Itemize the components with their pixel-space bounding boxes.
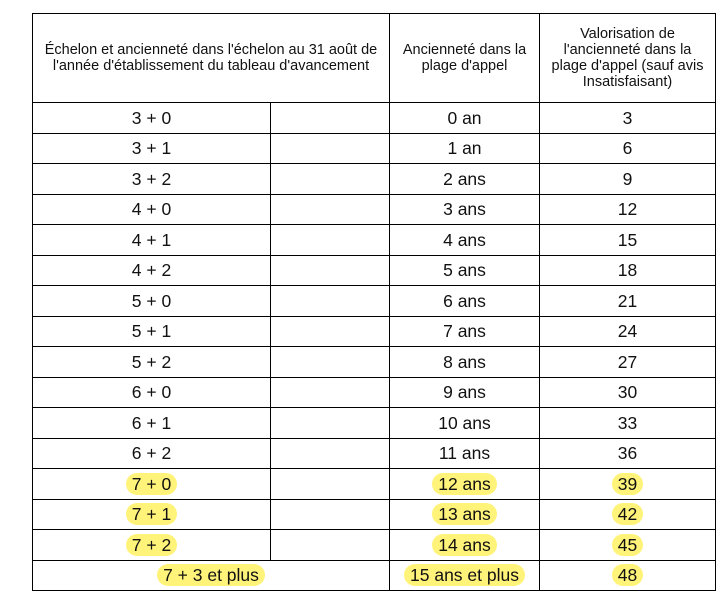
cell-empty: [271, 316, 390, 347]
cell-valorisation: [540, 133, 716, 164]
table-row: [33, 469, 716, 500]
cell-anciennete: [390, 194, 540, 225]
table-row: [33, 133, 716, 164]
cell-anciennete-text: 7 ans: [443, 321, 486, 342]
header-echelon-text: Échelon et ancienneté dans l'échelon au 31 août de l'année d'établissement du tableau d'avancement: [44, 42, 378, 74]
cell-valorisation-text: 42: [612, 503, 643, 525]
cell-empty: [271, 530, 390, 561]
cell-empty: [271, 377, 390, 408]
cell-anciennete: [390, 225, 540, 256]
cell-echelon: [33, 286, 271, 317]
cell-valorisation: [540, 408, 716, 439]
cell-valorisation: [540, 530, 716, 561]
cell-empty: [271, 438, 390, 469]
cell-anciennete-text: 13 ans: [432, 503, 497, 525]
table-row: [33, 530, 716, 561]
cell-echelon-text: 6 + 2: [131, 443, 172, 464]
cell-anciennete: [390, 103, 540, 134]
cell-echelon: [33, 438, 271, 469]
cell-echelon: [33, 408, 271, 439]
header-valorisation-text: Valorisation de l'ancienneté dans la plage d'appel (sauf avis Insatisfaisant): [551, 26, 704, 90]
cell-valorisation: [540, 255, 716, 286]
cell-valorisation-text: 15: [617, 229, 638, 250]
cell-valorisation-text: 45: [612, 534, 643, 556]
cell-valorisation-text: 6: [622, 138, 633, 159]
cell-empty: [271, 164, 390, 195]
cell-echelon-text: 7 + 2: [126, 534, 177, 556]
cell-anciennete-text: 12 ans: [432, 473, 497, 495]
table-row: [33, 438, 716, 469]
cell-echelon-text: 4 + 1: [131, 229, 172, 250]
table-row: [33, 286, 716, 317]
cell-echelon: [33, 469, 271, 500]
cell-valorisation: [540, 499, 716, 530]
cell-echelon-text: 4 + 0: [131, 199, 172, 220]
cell-valorisation: [540, 194, 716, 225]
cell-valorisation-text: 24: [617, 321, 638, 342]
cell-empty: [271, 103, 390, 134]
cell-valorisation: [540, 560, 716, 591]
advancement-table: [32, 13, 716, 591]
header-echelon: [33, 14, 390, 103]
cell-empty: [271, 347, 390, 378]
table-row: [33, 347, 716, 378]
cell-anciennete: [390, 438, 540, 469]
cell-valorisation: [540, 377, 716, 408]
cell-echelon: [33, 133, 271, 164]
header-row: [33, 14, 716, 103]
cell-valorisation-text: 33: [617, 412, 638, 433]
cell-echelon-text: 3 + 0: [131, 107, 172, 128]
header-anciennete: [390, 14, 540, 103]
cell-anciennete: [390, 286, 540, 317]
cell-anciennete-text: 1 an: [447, 138, 482, 159]
table-row: [33, 103, 716, 134]
cell-echelon: [33, 225, 271, 256]
cell-anciennete: [390, 469, 540, 500]
cell-echelon: [33, 530, 271, 561]
cell-valorisation-text: 12: [617, 199, 638, 220]
cell-anciennete-text: 11 ans: [438, 443, 491, 464]
cell-echelon: [33, 377, 271, 408]
cell-echelon: [33, 499, 271, 530]
cell-valorisation-text: 9: [622, 168, 633, 189]
cell-anciennete: [390, 499, 540, 530]
cell-empty: [271, 499, 390, 530]
cell-anciennete: [390, 377, 540, 408]
cell-valorisation-text: 39: [612, 473, 643, 495]
cell-anciennete: [390, 347, 540, 378]
cell-echelon-text: 5 + 0: [131, 290, 172, 311]
table-row: [33, 316, 716, 347]
cell-empty: [271, 469, 390, 500]
cell-echelon-text: 7 + 3 et plus: [157, 564, 265, 586]
cell-echelon: [33, 347, 271, 378]
cell-anciennete-text: 15 ans et plus: [404, 564, 525, 586]
cell-echelon: [33, 164, 271, 195]
cell-echelon-text: 5 + 2: [131, 351, 172, 372]
cell-anciennete-text: 14 ans: [432, 534, 497, 556]
cell-valorisation-text: 21: [617, 290, 638, 311]
cell-echelon-text: 5 + 1: [131, 321, 172, 342]
cell-anciennete: [390, 164, 540, 195]
cell-valorisation-text: 27: [617, 351, 638, 372]
header-anciennete-text: Ancienneté dans la plage d'appel: [402, 42, 527, 74]
cell-anciennete-text: 2 ans: [443, 168, 486, 189]
cell-empty: [271, 255, 390, 286]
header-valorisation: [540, 14, 716, 103]
cell-echelon-text: 3 + 1: [131, 138, 172, 159]
cell-valorisation: [540, 347, 716, 378]
cell-valorisation-text: 3: [622, 107, 633, 128]
cell-anciennete: [390, 255, 540, 286]
table-body: [33, 103, 716, 591]
cell-anciennete: [390, 560, 540, 591]
table-row: [33, 164, 716, 195]
cell-valorisation: [540, 316, 716, 347]
cell-valorisation: [540, 438, 716, 469]
cell-echelon-text: 7 + 0: [126, 473, 177, 495]
cell-anciennete: [390, 133, 540, 164]
table-row: [33, 255, 716, 286]
cell-echelon-text: 3 + 2: [131, 168, 172, 189]
cell-anciennete-text: 6 ans: [443, 290, 486, 311]
cell-anciennete-text: 0 an: [447, 107, 482, 128]
cell-valorisation: [540, 286, 716, 317]
cell-echelon-text: 6 + 1: [131, 412, 172, 433]
cell-empty: [271, 194, 390, 225]
cell-echelon: [33, 316, 271, 347]
cell-echelon: [33, 255, 271, 286]
cell-echelon: [33, 560, 390, 591]
cell-valorisation: [540, 103, 716, 134]
table-row: [33, 560, 716, 591]
cell-valorisation: [540, 164, 716, 195]
cell-empty: [271, 133, 390, 164]
cell-valorisation-text: 48: [612, 564, 643, 586]
cell-echelon-text: 4 + 2: [131, 260, 172, 281]
table-row: [33, 225, 716, 256]
cell-valorisation-text: 18: [617, 260, 638, 281]
cell-anciennete: [390, 316, 540, 347]
cell-echelon-text: 6 + 0: [131, 382, 172, 403]
cell-echelon: [33, 103, 271, 134]
cell-anciennete-text: 5 ans: [443, 260, 486, 281]
cell-valorisation-text: 36: [617, 443, 638, 464]
cell-anciennete-text: 8 ans: [443, 351, 486, 372]
table-row: [33, 499, 716, 530]
cell-empty: [271, 408, 390, 439]
table-row: [33, 194, 716, 225]
cell-empty: [271, 225, 390, 256]
table-row: [33, 377, 716, 408]
cell-echelon: [33, 194, 271, 225]
cell-empty: [271, 286, 390, 317]
table-row: [33, 408, 716, 439]
cell-anciennete: [390, 530, 540, 561]
cell-valorisation: [540, 469, 716, 500]
cell-anciennete: [390, 408, 540, 439]
cell-anciennete-text: 4 ans: [443, 229, 486, 250]
cell-anciennete-text: 10 ans: [438, 412, 491, 433]
cell-anciennete-text: 9 ans: [443, 382, 486, 403]
cell-anciennete-text: 3 ans: [443, 199, 486, 220]
cell-valorisation: [540, 225, 716, 256]
cell-echelon-text: 7 + 1: [126, 503, 177, 525]
cell-valorisation-text: 30: [617, 382, 638, 403]
